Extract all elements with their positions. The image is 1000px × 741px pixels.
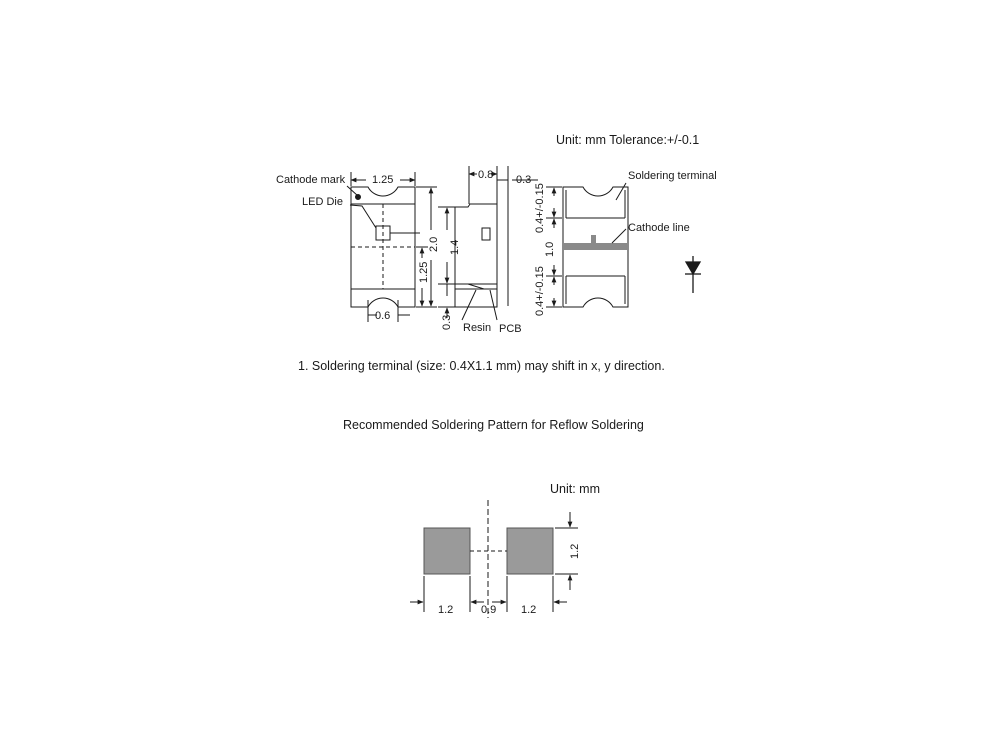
resin-label: Resin	[463, 322, 492, 334]
unit-tolerance-label: Unit: mm Tolerance:+/-0.1	[556, 133, 700, 147]
cathode-line-label: Cathode line	[628, 222, 690, 234]
cathode-mark-label: Cathode mark	[276, 174, 346, 186]
soldering-note: 1. Soldering terminal (size: 0.4X1.1 mm) may shift in x, y direction.	[298, 359, 665, 373]
dim-top-width: 1.25	[372, 174, 394, 186]
solder-pad-left	[424, 528, 470, 574]
soldering-pattern-unit: Unit: mm	[550, 482, 600, 496]
soldering-terminal-label: Soldering terminal	[628, 170, 717, 182]
dim-pad-height: 1.2	[569, 543, 581, 559]
dim-pad-left-width: 1.2	[438, 604, 454, 616]
dim-notch-width: 0.6	[375, 310, 391, 322]
solder-pad-right	[507, 528, 553, 574]
led-die-label: LED Die	[302, 196, 343, 208]
dim-side-offset: 0.3	[516, 174, 532, 186]
dim-terminal-bottom: 0.4+/-0.15	[534, 266, 546, 316]
dim-half-length: 1.25	[418, 261, 430, 283]
dim-side-width: 0.8	[478, 169, 494, 181]
soldering-pattern-title: Recommended Soldering Pattern for Reflow Soldering	[343, 418, 644, 432]
dim-base-height: 0.3	[441, 314, 453, 330]
dim-total-length: 2.0	[428, 236, 440, 252]
dim-height: 1.4	[449, 239, 461, 255]
dim-terminal-top: 0.4+/-0.15	[534, 183, 546, 233]
dim-center-gap: 1.0	[544, 241, 556, 257]
dim-pad-gap: 0.9	[481, 604, 497, 616]
pcb-label: PCB	[499, 323, 522, 335]
dim-pad-right-width: 1.2	[521, 604, 537, 616]
